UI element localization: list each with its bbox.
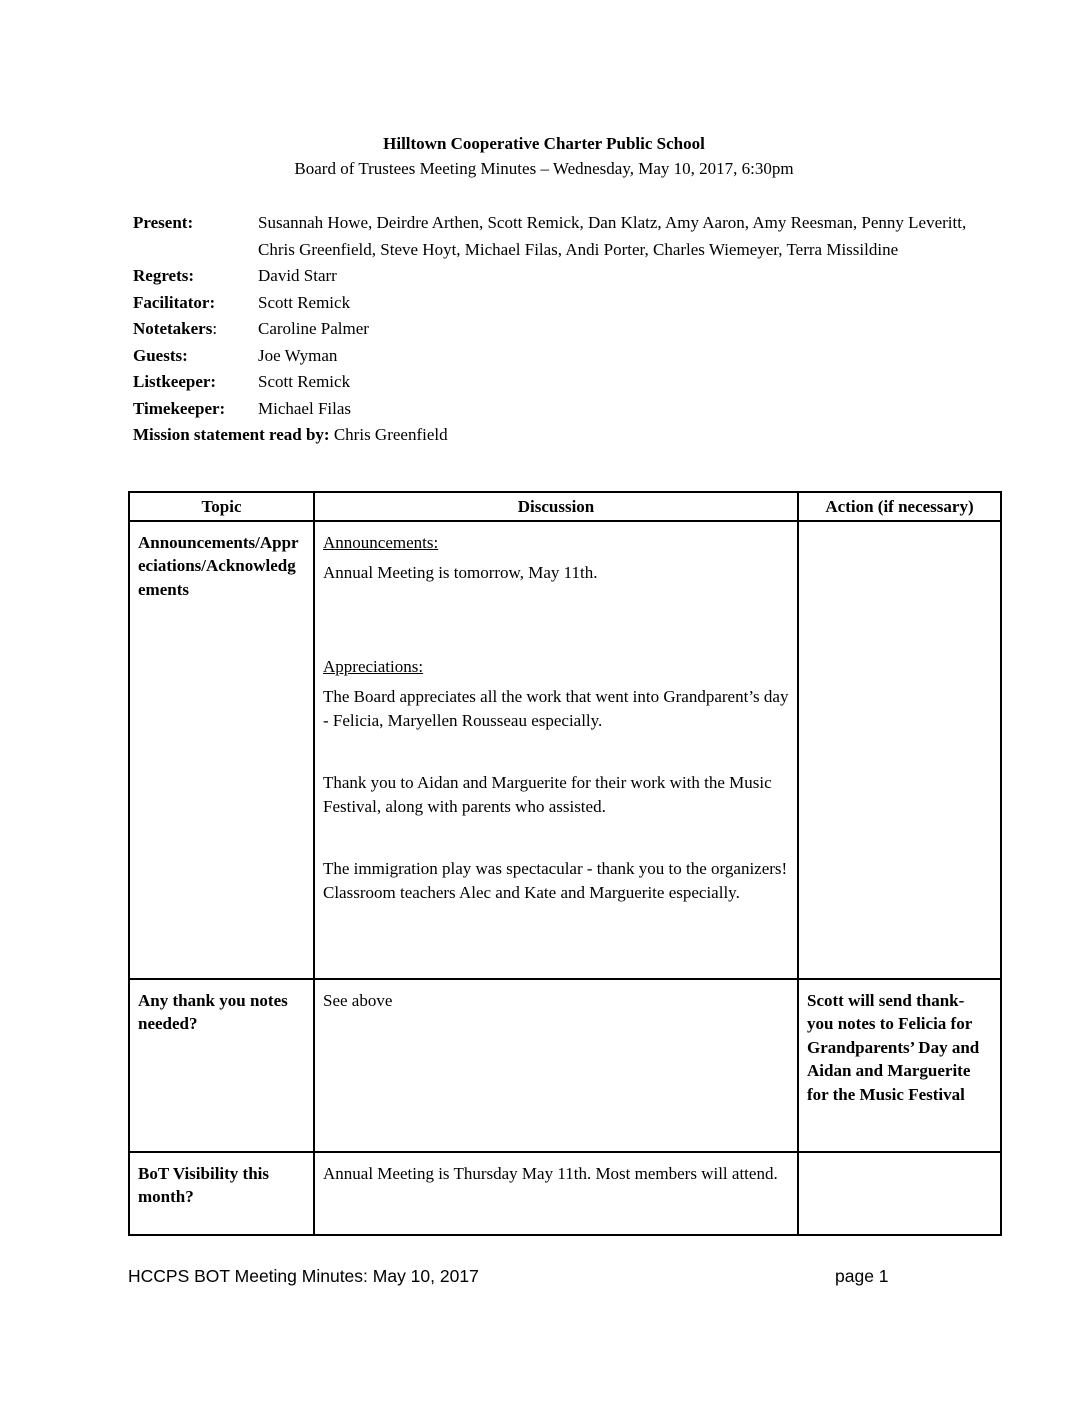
- meeting-info-block: [133, 210, 1088, 449]
- topic-cell-announcements: Announcements/Appreciations/Acknowledgements: [129, 521, 314, 979]
- discussion-cell-announcements: [314, 521, 798, 979]
- info-value-listkeeper: Scott Remick: [258, 372, 351, 391]
- discussion-paragraph: Thank you to Aidan and Marguerite for their work with the Music Festival, along with parents who assisted.: [323, 773, 772, 816]
- document-title: Hilltown Cooperative Charter Public School: [383, 134, 705, 153]
- page-footer: [128, 1264, 1000, 1288]
- info-label-notetakers: Notetakers:: [133, 319, 218, 338]
- info-label-present: Present:: [133, 213, 194, 232]
- column-header-action: Action (if necessary): [798, 492, 1001, 521]
- info-row-listkeeper: [133, 369, 1088, 396]
- info-value-facilitator: Scott Remick: [258, 292, 351, 312]
- info-value-regrets: David Starr: [258, 266, 337, 285]
- footer-document-label: HCCPS BOT Meeting Minutes: May 10, 2017: [128, 1265, 479, 1286]
- info-row-notetakers: [133, 316, 1088, 343]
- info-label-regrets: Regrets:: [133, 266, 195, 285]
- appreciations-heading: Appreciations:: [323, 656, 424, 676]
- info-label-timekeeper: Timekeeper:: [133, 398, 226, 418]
- announcements-heading: Announcements:: [323, 532, 439, 552]
- mission-value: Chris Greenfield: [333, 425, 448, 444]
- info-value-notetakers: Caroline Palmer: [258, 319, 369, 338]
- mission-statement-line: [133, 422, 1088, 449]
- action-cell-bot-visibility: [798, 1152, 1001, 1235]
- discussion-cell-thank-you-notes: See above: [314, 979, 798, 1152]
- minutes-table: [128, 491, 1002, 1236]
- info-label-guests: Guests:: [133, 345, 188, 365]
- info-value-timekeeper: Michael Filas: [258, 398, 352, 418]
- info-row-regrets: [133, 263, 1088, 290]
- info-value-guests: Joe Wyman: [258, 345, 338, 365]
- table-row: [129, 979, 1001, 1152]
- table-row: [129, 1152, 1001, 1235]
- info-label-listkeeper: Listkeeper:: [133, 372, 217, 391]
- info-row-timekeeper: [133, 396, 1088, 423]
- document-subtitle: Board of Trustees Meeting Minutes – Wednesday, May 10, 2017, 6:30pm: [294, 159, 794, 178]
- info-row-guests: [133, 343, 1088, 370]
- topic-cell-thank-you-notes: Any thank you notes needed?: [129, 979, 314, 1152]
- action-cell-thank-you-notes: Scott will send thank-you notes to Felicia for Grandparents’ Day and Aidan and Marguerite for the Music Festival: [798, 979, 1001, 1152]
- page-number: page 1: [835, 1265, 889, 1286]
- topic-cell-bot-visibility: BoT Visibility this month?: [129, 1152, 314, 1235]
- info-row-facilitator: [133, 290, 1088, 317]
- table-header-row: [129, 492, 1001, 521]
- mission-label: Mission statement read by:: [133, 425, 330, 444]
- discussion-cell-bot-visibility: Annual Meeting is Thursday May 11th. Most members will attend.: [314, 1152, 798, 1235]
- table-row: [129, 521, 1001, 979]
- discussion-paragraph: The immigration play was spectacular - thank you to the organizers! Classroom teachers Alec and Kate and Marguerite especially.: [323, 859, 788, 902]
- discussion-paragraph: The Board appreciates all the work that went into Grandparent’s day - Felicia, Maryellen Rousseau especially.: [323, 687, 789, 730]
- info-label-facilitator: Facilitator:: [133, 292, 216, 312]
- info-value-present: Susannah Howe, Deirdre Arthen, Scott Remick, Dan Klatz, Amy Aaron, Amy Reesman, Penny Leveritt, Chris Greenfield, Steve Hoyt, Michael Filas, Andi Porter, Charles Wiemeyer, Terra Missildine: [258, 213, 967, 259]
- info-row-present: [133, 210, 1088, 263]
- discussion-paragraph: Annual Meeting is tomorrow, May 11th.: [323, 563, 598, 582]
- action-cell-announcements: [798, 521, 1001, 979]
- column-header-discussion: Discussion: [314, 492, 798, 521]
- column-header-topic: Topic: [129, 492, 314, 521]
